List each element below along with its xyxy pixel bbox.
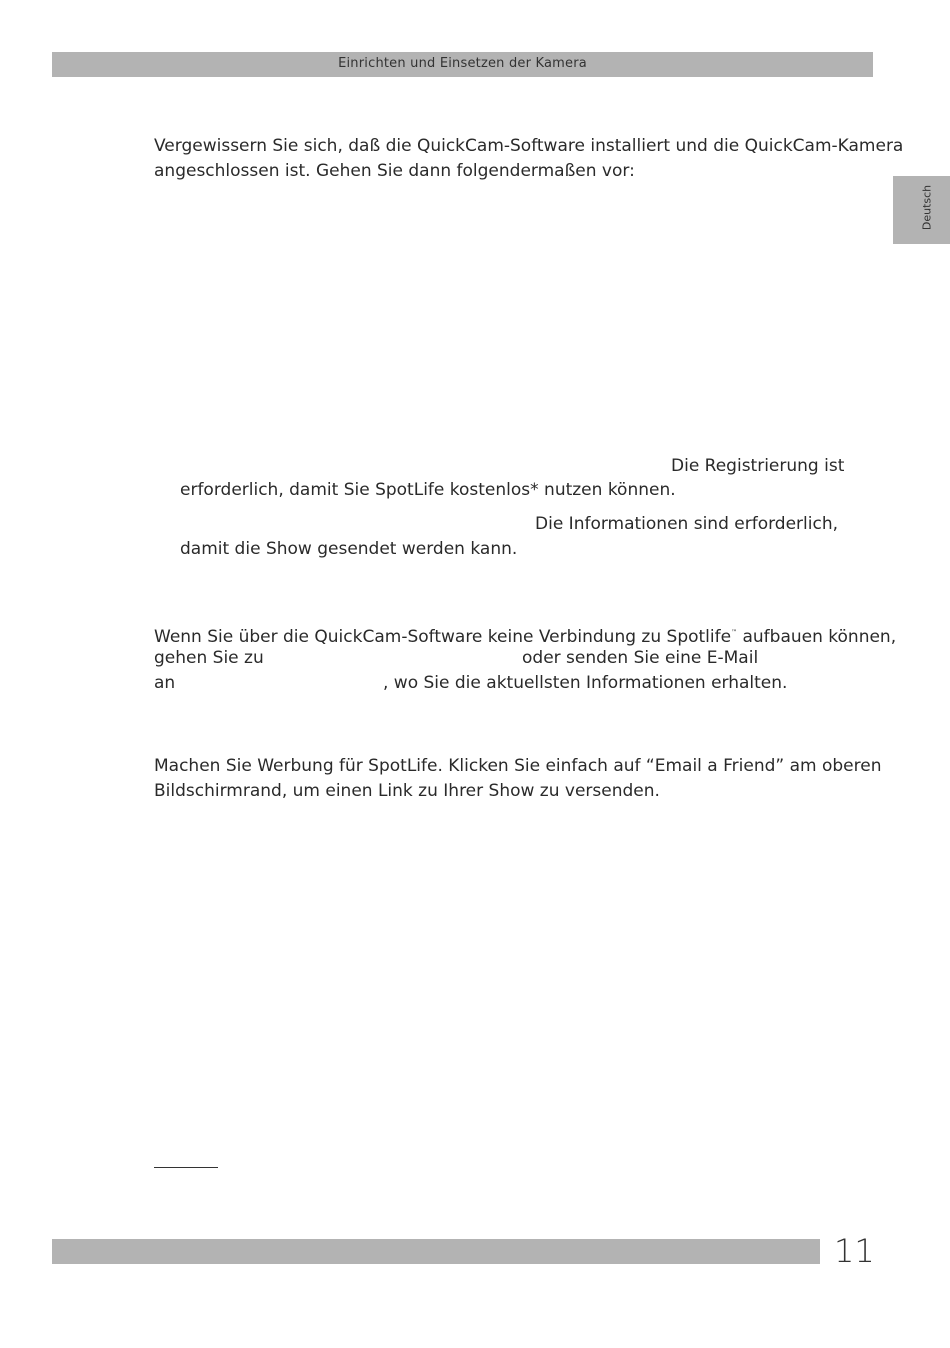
page-number: 11	[834, 1232, 875, 1270]
troubleshoot-line-2-start: gehen Sie zu	[154, 648, 264, 668]
troubleshoot-line-1-text: Wenn Sie über die QuickCam-Software keine Verbindung zu Spotlife	[154, 627, 732, 647]
promo-line-1: Machen Sie Werbung für SpotLife. Klicken Sie einfach auf “Email a Friend” am oberen	[154, 756, 882, 776]
troubleshoot-line-3-start: an	[154, 673, 176, 693]
troubleshoot-line-1	[154, 621, 896, 649]
header-bar	[52, 52, 873, 77]
running-header: Einrichten und Einsetzen der Kamera	[338, 56, 587, 71]
troubleshoot-line-2-end: oder senden Sie eine E-Mail	[522, 648, 759, 668]
info-line-1: Die Informationen sind erforderlich,	[535, 514, 839, 534]
promo-line-2: Bildschirmrand, um einen Link zu Ihrer Show zu versenden.	[154, 781, 660, 801]
intro-line-1: Vergewissern Sie sich, daß die QuickCam-Software installiert und die QuickCam-Kamera	[154, 136, 904, 156]
intro-line-2: angeschlossen ist. Gehen Sie dann folgendermaßen vor:	[154, 161, 635, 181]
registration-line-1: Die Registrierung ist	[671, 456, 845, 476]
language-tab	[893, 176, 950, 244]
troubleshoot-line-3-end: , wo Sie die aktuellsten Informationen erhalten.	[383, 673, 788, 693]
trademark-symbol: ™	[731, 629, 738, 636]
troubleshoot-line-1-end: aufbauen können,	[737, 627, 897, 647]
registration-line-2: erforderlich, damit Sie SpotLife kostenlos* nutzen können.	[180, 480, 676, 500]
footer-bar	[52, 1239, 820, 1264]
info-line-2: damit die Show gesendet werden kann.	[180, 539, 518, 559]
footnote-rule	[154, 1167, 218, 1168]
language-tab-label: Deutsch	[920, 184, 934, 231]
